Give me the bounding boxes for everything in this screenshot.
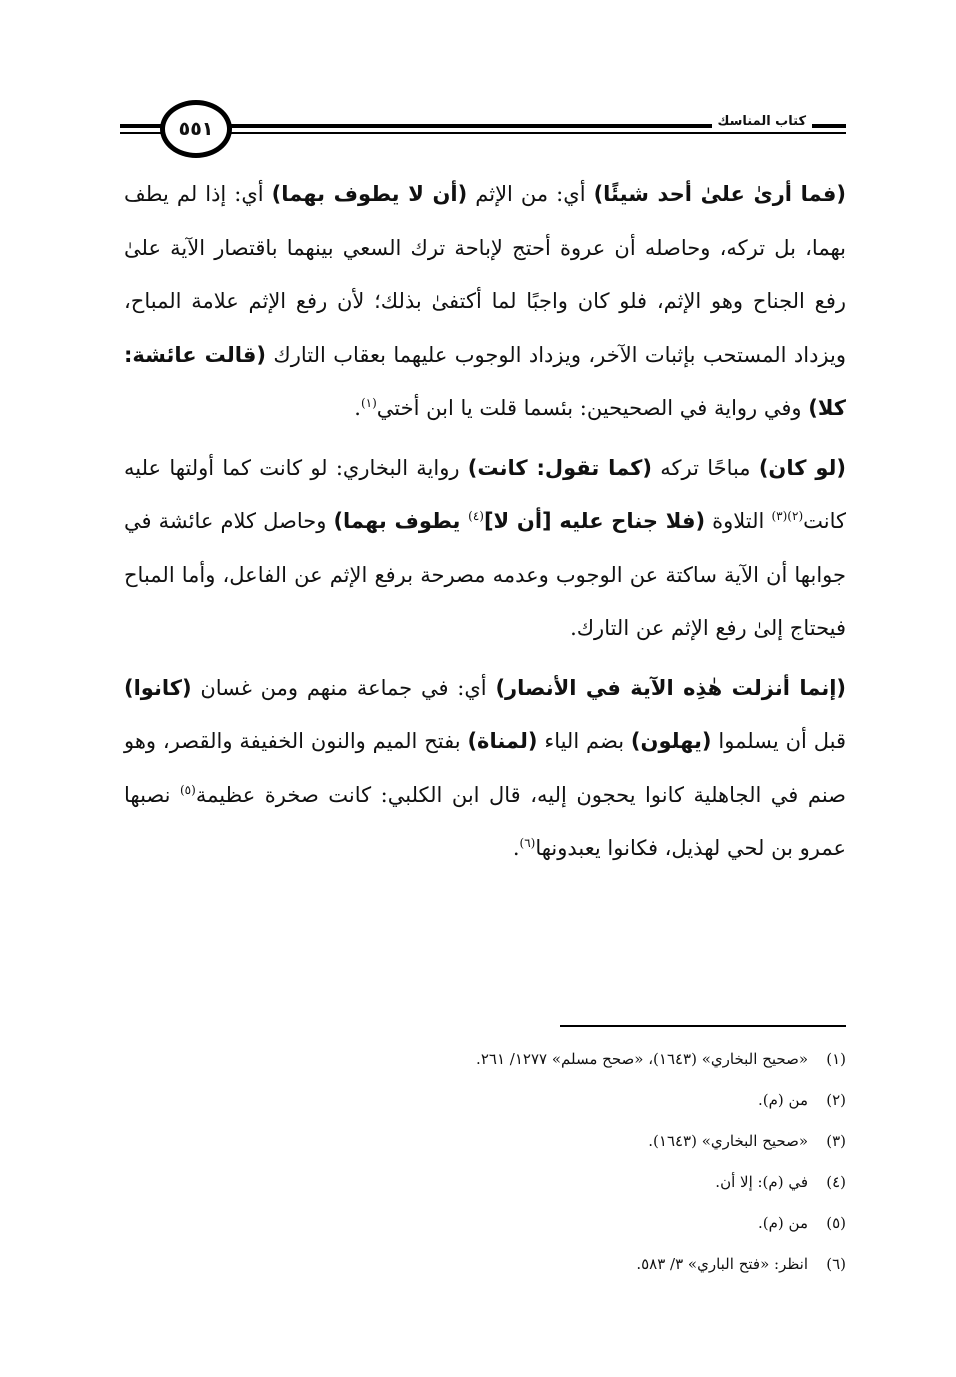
- text-run: مباحًا تركه: [651, 455, 759, 480]
- footnote-ref: (١): [360, 396, 377, 410]
- main-text: [124, 168, 846, 882]
- footnote-number: (٣): [826, 1131, 846, 1150]
- footnote-number: (١): [826, 1049, 846, 1068]
- footnote-6: [246, 1243, 846, 1284]
- quoted-phrase: (لمناة): [467, 729, 538, 753]
- quoted-phrase: (قالت عائشة: كلا): [124, 342, 846, 420]
- paragraph-1: [124, 168, 846, 436]
- text-run: رواية البخاري: لو كانت كما أولتها عليه كانت: [124, 455, 846, 533]
- text-run: وحاصل كلام عائشة في جوابها أن الآية ساكتة عن الوجوب وعدمه مصرحة برفع الإثم عن الفاعل، وأما المباح فيحتاج إلىٰ رفع الإثم عن التارك.: [124, 509, 846, 640]
- text-run: .: [512, 836, 520, 860]
- footnote-text: انظر: «فتح الباري» ٣/ ٥٨٣.: [636, 1254, 808, 1273]
- paragraph-3: [124, 662, 846, 876]
- footnote-ref: (٥): [179, 782, 196, 797]
- page-number: ٥٥١: [178, 118, 214, 140]
- text-run: بفتح الميم والنون الخفيفة والقصر، وهو صنم في الجاهلية كانوا يحجون إليه، قال ابن الكلبي: كانت صخرة عظيمة: [124, 729, 846, 807]
- running-title: كتاب المناسك: [712, 114, 812, 129]
- text-run: .: [354, 396, 361, 420]
- quoted-phrase: (يهلون): [630, 729, 712, 753]
- text-run: أي: من الإثم: [467, 182, 594, 206]
- quoted-phrase: (إنما أنزلت هٰذِه الآية في الأنصار): [495, 675, 846, 700]
- quoted-phrase: (لو كان): [758, 455, 846, 480]
- footnote-text: في (م): إلا أن.: [715, 1172, 808, 1191]
- header-rule-right-thin: [228, 132, 846, 134]
- footnote-number: (٥): [826, 1213, 846, 1232]
- footnote-3: [246, 1120, 846, 1161]
- quoted-phrase: (كما تقول: كانت): [467, 455, 652, 480]
- text-run: بضم الياء: [537, 729, 631, 753]
- footnote-1: [246, 1038, 846, 1079]
- page-number-badge: [160, 100, 232, 158]
- quoted-phrase: (فلا جناح عليه [أن لا]: [483, 509, 706, 533]
- text-run: وفي رواية في الصحيحين: بئسما قلت يا ابن أختي: [376, 396, 809, 420]
- footnote-5: [246, 1202, 846, 1243]
- footnote-text: من (م).: [758, 1090, 808, 1109]
- footnote-number: (٢): [826, 1090, 846, 1109]
- quoted-phrase: (فما أرىٰ علىٰ أحد شيئًا): [593, 182, 846, 206]
- text-run: نصبها عمرو بن لحي لهذيل، فكانوا يعبدونها: [124, 782, 846, 860]
- footnote-text: «صحيح البخاري» (١٦٤٣).: [648, 1131, 808, 1150]
- text-run: أي: إذا لم يطف بهما، بل تركه، وحاصله أن عروة أحتج لإباحة ترك السعي بينهما باقتصار الآية علىٰ رفع الجناح وهو الإثم، فلو كان واجبًا لما أكتفىٰ بذلك؛ لأن رفع الإثم علامة المباح، ويزداد المستحب بإثبات الآخر، ويزداد الوجوب عليهما بعقاب التارك: [124, 182, 846, 367]
- footnote-ref: (٢)(٣): [771, 509, 804, 523]
- footnote-2: [246, 1079, 846, 1120]
- footnote-text: من (م).: [758, 1213, 808, 1232]
- footnote-ref: (٤): [468, 509, 484, 523]
- footnote-4: [246, 1161, 846, 1202]
- header-rule-left-thick: [120, 124, 164, 128]
- footnote-ref: (٦): [519, 836, 536, 850]
- footnote-text: «صحيح البخاري» (١٦٤٣)، «صحح مسلم» ١٢٧٧/ ٢٦١.: [476, 1049, 808, 1068]
- footnote-number: (٦): [826, 1254, 846, 1273]
- quoted-phrase: (كانوا): [124, 675, 192, 700]
- text-run: قبل أن يسلموا: [711, 729, 846, 753]
- text-run: أي: في جماعة منهم ومن غسان: [191, 675, 496, 700]
- footnotes: [246, 1038, 846, 1284]
- text-run: التلاوة: [705, 509, 772, 533]
- footnote-separator: [560, 1025, 846, 1027]
- page-header: [120, 100, 846, 160]
- quoted-phrase: (أن لا يطوف بهما): [271, 182, 468, 206]
- footnote-number: (٤): [826, 1172, 846, 1191]
- header-rule-left-thin: [120, 132, 164, 134]
- quoted-phrase: يطوف بهما): [333, 509, 469, 533]
- paragraph-2: [124, 442, 846, 656]
